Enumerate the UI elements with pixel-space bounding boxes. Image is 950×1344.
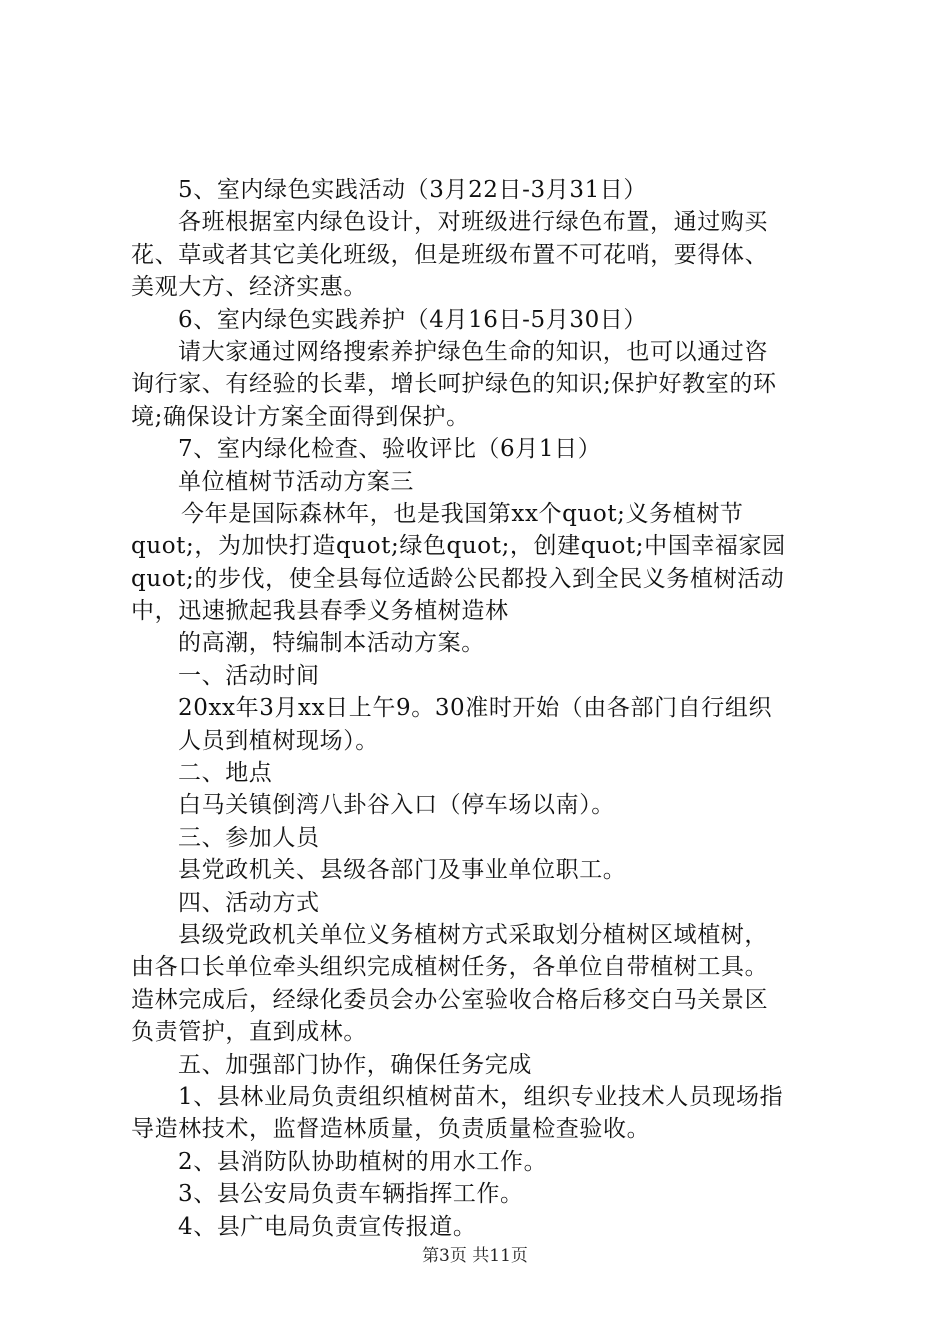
text-line: 5、室内绿色实践活动（3月22日-3月31日） <box>178 177 648 203</box>
text-line: 今年是国际森林年，也是我国第xx个quot;义务植树节 <box>181 500 744 527</box>
text-line: 造林完成后，经绿化委员会办公室验收合格后移交白马关景区 <box>131 986 769 1013</box>
text-line: quot;，为加快打造quot;绿色quot;，创建quot;中国幸福家园 <box>131 533 786 560</box>
text-line: 花、草或者其它美化班级，但是班级布置不可花哨，要得体、 <box>131 241 769 268</box>
document-body <box>131 174 831 1243</box>
heading-activity-method: 四、活动方式 <box>178 889 320 916</box>
text-line: 中，迅速掀起我县春季义务植树造林 <box>131 598 509 625</box>
text-line: 请大家通过网络搜索养护绿色生命的知识，也可以通过咨 <box>178 338 768 365</box>
heading-location: 二、地点 <box>178 760 273 787</box>
text-line: 6、室内绿色实践养护（4月16日-5月30日） <box>178 306 648 333</box>
text-line: 20xx年3月xx日上午9。30准时开始（由各部门自行组织 <box>178 695 773 722</box>
text-line: 境;确保设计方案全面得到保护。 <box>131 403 470 430</box>
heading-cooperation: 五、加强部门协作，确保任务完成 <box>178 1051 532 1078</box>
text-line: 负责管护，直到成林。 <box>131 1019 367 1046</box>
text-line: quot;的步伐，使全县每位适龄公民都投入到全民义务植树活动 <box>131 565 785 592</box>
text-line: 2、县消防队协助植树的用水工作。 <box>178 1148 548 1175</box>
text-line: 白马关镇倒湾八卦谷入口（停车场以南）。 <box>178 792 615 819</box>
text-line: 4、县广电局负责宣传报道。 <box>178 1213 477 1240</box>
text-line: 县党政机关、县级各部门及事业单位职工。 <box>178 857 627 884</box>
text-line: 3、县公安局负责车辆指挥工作。 <box>178 1181 524 1208</box>
text-line: 各班根据室内绿色设计，对班级进行绿色布置，通过购买 <box>178 209 768 236</box>
text-line: 美观大方、经济实惠。 <box>131 274 367 301</box>
text-line: 7、室内绿化检查、验收评比（6月1日） <box>178 436 602 463</box>
text-line: 人员到植树现场）。 <box>178 727 379 754</box>
heading-activity-time: 一、活动时间 <box>178 662 320 689</box>
text-line: 县级党政机关单位义务植树方式采取划分植树区域植树， <box>178 921 768 948</box>
text-line: 导造林技术，监督造林质量，负责质量检查验收。 <box>131 1116 651 1143</box>
page-number-footer: 第3页 共11页 <box>422 1246 528 1266</box>
text-line: 1、县林业局负责组织植树苗木，组织专业技术人员现场指 <box>178 1083 784 1110</box>
text-line: 询行家、有经验的长辈，增长呵护绿色的知识;保护好教室的环 <box>131 371 777 398</box>
heading-participants: 三、参加人员 <box>178 824 320 851</box>
text-line: 由各口长单位牵头组织完成植树任务，各单位自带植树工具。 <box>131 954 769 981</box>
section-title: 单位植树节活动方案三 <box>178 468 414 495</box>
text-line: 的高潮，特编制本活动方案。 <box>178 630 485 657</box>
